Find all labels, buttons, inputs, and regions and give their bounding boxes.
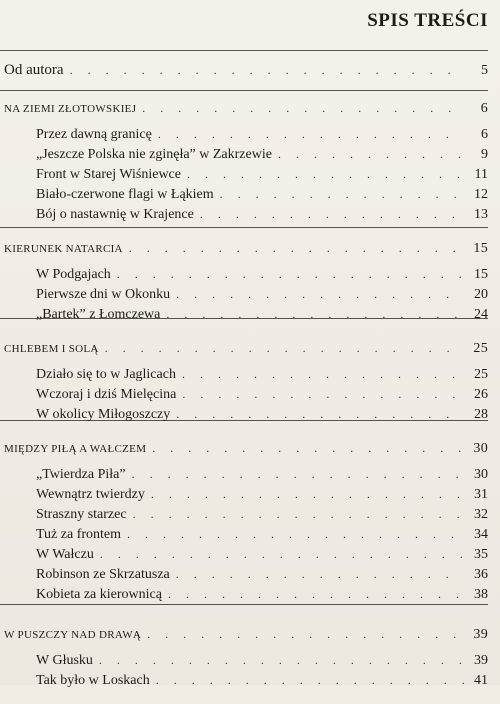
toc-entry — [4, 504, 488, 524]
leader-dots — [176, 564, 464, 584]
page-number: 15 — [473, 241, 488, 256]
page-number: 35 — [474, 547, 488, 562]
leader-dots — [182, 364, 464, 384]
toc-entry — [4, 144, 488, 164]
leader-dots — [133, 504, 464, 524]
toc-entry — [4, 304, 488, 324]
toc-entry — [4, 284, 488, 304]
page-number: 34 — [474, 527, 488, 542]
entry-title: „Jeszcze Polska nie zginęła” w Zakrzewie — [36, 147, 272, 162]
leader-dots — [142, 98, 464, 118]
section-heading — [4, 238, 488, 258]
entry-title: Bój o nastawnię w Krajence — [36, 207, 194, 222]
section-group — [4, 624, 488, 690]
page-number: 39 — [474, 653, 488, 668]
leader-dots — [99, 650, 464, 670]
page-number: 5 — [481, 63, 488, 78]
leader-dots — [182, 384, 464, 404]
leader-dots — [151, 484, 464, 504]
page-number: 38 — [474, 587, 488, 602]
section-title: W PUSZCZY NAD DRAWĄ — [4, 629, 142, 641]
toc-entry — [4, 384, 488, 404]
entry-title: W Wałczu — [36, 547, 94, 562]
toc-entry — [4, 60, 488, 80]
page-number: 25 — [473, 341, 488, 356]
page-number: 41 — [474, 673, 488, 688]
section-heading — [4, 438, 488, 458]
section-title: NA ZIEMI ZŁOTOWSKIEJ — [4, 103, 137, 115]
entry-title: Pierwsze dni w Okonku — [36, 287, 171, 302]
section-heading — [4, 338, 488, 358]
page-number: 36 — [474, 567, 488, 582]
leader-dots — [168, 584, 464, 604]
page-number: 11 — [474, 167, 488, 182]
section-title: KIERUNEK NATARCIA — [4, 243, 123, 255]
leader-dots — [147, 624, 464, 644]
section-heading — [4, 98, 488, 118]
page-number: 39 — [473, 627, 488, 642]
page-number: 31 — [474, 487, 488, 502]
toc-entry — [4, 164, 488, 184]
toc-entry — [4, 264, 488, 284]
toc-entry — [4, 484, 488, 504]
leader-dots — [132, 464, 464, 484]
entry-title: Straszny starzec — [36, 507, 127, 522]
entry-title: Biało-czerwone flagi w Łąkiem — [36, 187, 214, 202]
entry-title: Robinson ze Skrzatusza — [36, 567, 170, 582]
section-group — [4, 338, 488, 424]
table-of-contents — [4, 60, 488, 704]
leader-dots — [278, 144, 464, 164]
page-number: 13 — [474, 207, 488, 222]
toc-entry — [4, 184, 488, 204]
leader-dots — [158, 124, 464, 144]
entry-title: Front w Starej Wiśniewce — [36, 167, 181, 182]
leader-dots — [70, 60, 464, 80]
page-number: 30 — [474, 467, 488, 482]
section-title: CHLEBEM I SOLĄ — [4, 343, 99, 355]
toc-entry — [4, 524, 488, 544]
entry-title: Wewnątrz twierdzy — [36, 487, 145, 502]
leader-dots — [100, 544, 464, 564]
page-number: 32 — [474, 507, 488, 522]
entry-title: Wczoraj i dziś Mielęcina — [36, 387, 177, 402]
entry-title: W Podgajach — [36, 267, 111, 282]
section-group — [4, 238, 488, 324]
page-number: 25 — [474, 367, 488, 382]
page-number: 24 — [474, 307, 488, 322]
toc-entry — [4, 564, 488, 584]
toc-entry — [4, 404, 488, 424]
leader-dots — [127, 524, 464, 544]
page-number: 9 — [481, 147, 488, 162]
leader-dots — [176, 284, 464, 304]
leader-dots — [117, 264, 464, 284]
leader-dots — [187, 164, 464, 184]
leader-dots — [220, 184, 464, 204]
toc-entry — [4, 464, 488, 484]
leader-dots — [156, 670, 464, 690]
entry-title: „Bartek” z Łomczewa — [36, 307, 161, 322]
page-title: SPIS TREŚCI — [367, 10, 488, 31]
page-number: 12 — [474, 187, 488, 202]
entry-title: W okolicy Miłogoszczy — [36, 407, 171, 422]
toc-entry — [4, 584, 488, 604]
top-divider — [0, 50, 488, 51]
page-number: 30 — [473, 441, 488, 456]
entry-title: Tak było w Loskach — [36, 673, 150, 688]
section-heading — [4, 624, 488, 644]
entry-title: Działo się to w Jaglicach — [36, 367, 176, 382]
leader-dots — [166, 304, 464, 324]
toc-entry — [4, 124, 488, 144]
page-number: 28 — [474, 407, 488, 422]
page-number: 15 — [474, 267, 488, 282]
page-number: 20 — [474, 287, 488, 302]
leader-dots — [176, 404, 464, 424]
leader-dots — [200, 204, 464, 224]
entry-title: Od autora — [4, 62, 64, 78]
entry-title: Kobieta za kierownicą — [36, 587, 162, 602]
leader-dots — [105, 338, 464, 358]
section-group — [4, 438, 488, 604]
page-number: 26 — [474, 387, 488, 402]
entry-title: W Głusku — [36, 653, 93, 668]
entry-title: „Twierdza Piła” — [36, 467, 126, 482]
toc-entry — [4, 204, 488, 224]
section-group — [4, 98, 488, 224]
toc-entry — [4, 544, 488, 564]
toc-entry — [4, 670, 488, 690]
toc-entry — [4, 364, 488, 384]
leader-dots — [152, 438, 464, 458]
toc-entry — [4, 650, 488, 670]
page-number: 6 — [481, 127, 488, 142]
entry-title: Przez dawną granicę — [36, 127, 152, 142]
entry-title: Tuż za frontem — [36, 527, 122, 542]
page-number: 6 — [480, 101, 488, 116]
section-title: MIĘDZY PIŁĄ A WAŁCZEM — [4, 443, 147, 455]
leader-dots — [129, 238, 464, 258]
